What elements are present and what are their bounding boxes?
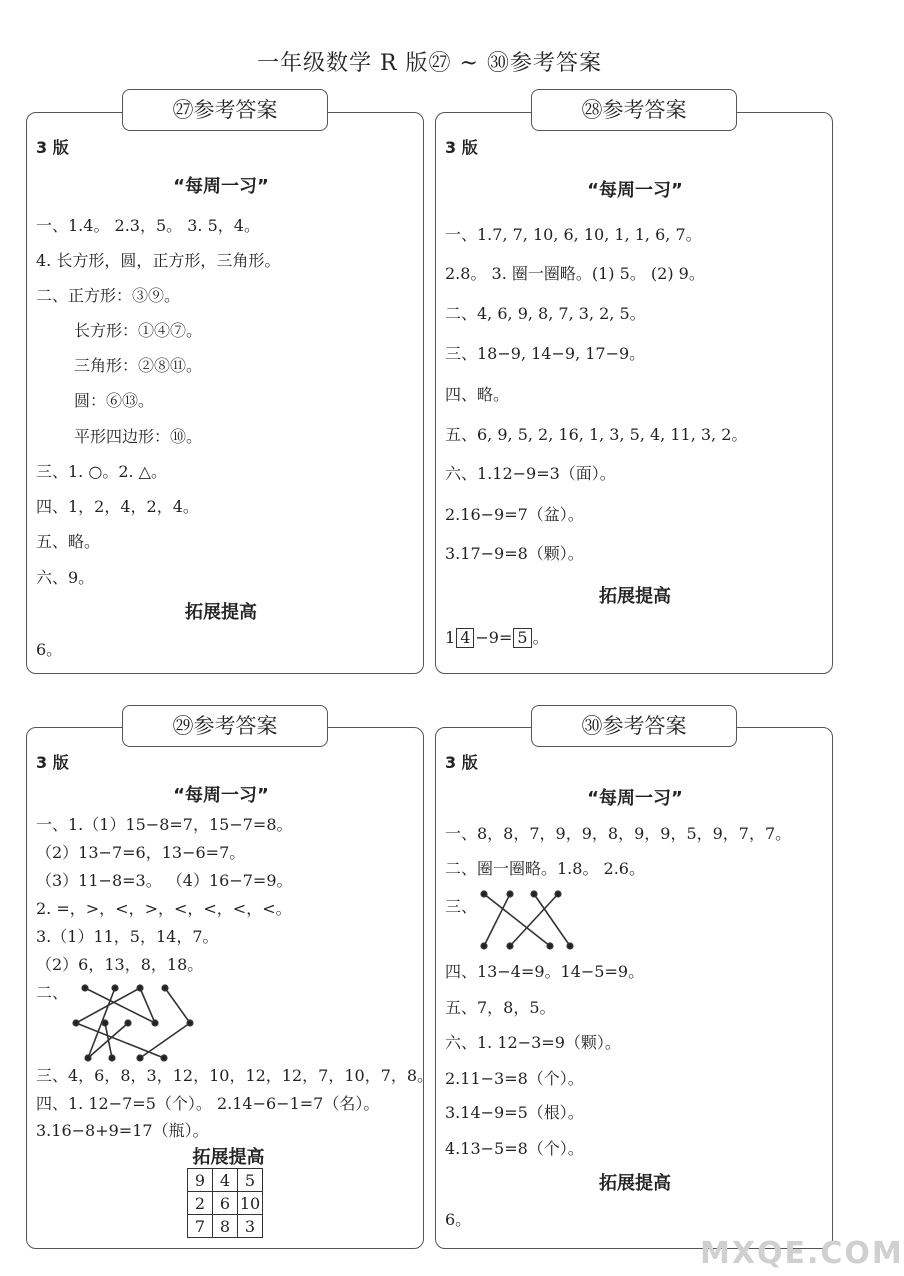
extension-title: 拓展提高 bbox=[185, 602, 257, 623]
grid-cell: 9 bbox=[188, 1169, 213, 1192]
answer-line: 四、略。 bbox=[445, 385, 510, 404]
answer-line: 3.（1）11，5，14，7。 bbox=[36, 927, 219, 946]
answer-box: 4 bbox=[456, 628, 474, 648]
cross-lines-diagram bbox=[478, 888, 578, 952]
section-subtitle: “每周一习” bbox=[173, 785, 269, 806]
page-title: 一年级数学 R 版㉗ ~ ㉚参考答案 bbox=[257, 51, 602, 76]
grid-cell: 7 bbox=[188, 1215, 213, 1238]
extension-title: 拓展提高 bbox=[192, 1147, 265, 1168]
extension-title: 拓展提高 bbox=[599, 1173, 671, 1194]
answer-line: 二、 bbox=[36, 983, 69, 1002]
grid-cell: 5 bbox=[238, 1169, 263, 1192]
edition-label: 3 版 bbox=[445, 138, 478, 157]
answer-line: 3.17−9=8（颗）。 bbox=[445, 544, 584, 563]
panel-tab-29: ㉙参考答案 bbox=[122, 705, 328, 747]
section-subtitle: “每周一习” bbox=[587, 788, 683, 809]
answer-line: 3.16−8+9=17（瓶）。 bbox=[36, 1121, 209, 1140]
answer-line: 六、9。 bbox=[36, 568, 95, 587]
grid-cell: 4 bbox=[213, 1169, 238, 1192]
answer-line: 五、7，8，5。 bbox=[445, 998, 556, 1017]
answer-line: 三、18−9, 14−9, 17−9。 bbox=[445, 344, 646, 363]
answer-line: 二、4, 6, 9, 8, 7, 3, 2, 5。 bbox=[445, 304, 646, 323]
panel-tab-30: ㉚参考答案 bbox=[531, 705, 737, 747]
answer-line: 一、1.7, 7, 10, 6, 10, 1, 1, 6, 7。 bbox=[445, 225, 702, 244]
answer-line: 二、圈一圈略。1.8。 2.6。 bbox=[445, 859, 645, 878]
grid-cell: 10 bbox=[238, 1192, 263, 1215]
answer-line: （2）6，13，8，18。 bbox=[36, 955, 204, 974]
grid-cell: 8 bbox=[213, 1215, 238, 1238]
extension-suffix: 。 bbox=[532, 628, 549, 647]
magic-square-grid bbox=[187, 1168, 263, 1238]
grid-cell: 2 bbox=[188, 1192, 213, 1215]
extension-answer: 6。 bbox=[36, 640, 63, 659]
edition-label: 3 版 bbox=[36, 138, 69, 157]
answer-line: 一、1.（1）15−8=7，15−7=8。 bbox=[36, 815, 293, 834]
answer-line: 4.13−5=8（个）。 bbox=[445, 1139, 584, 1158]
answer-line: 四、13−4=9。14−5=9。 bbox=[445, 962, 645, 981]
answer-line: 三、 bbox=[445, 897, 478, 916]
answer-line: （2）13−7=6，13−6=7。 bbox=[36, 843, 246, 862]
answer-line: 六、1. 12−3=9（颗）。 bbox=[445, 1033, 621, 1052]
extension-mid: −9= bbox=[475, 628, 513, 647]
answer-line: 六、1.12−9=3（面）。 bbox=[445, 464, 616, 483]
edition-label: 3 版 bbox=[445, 753, 478, 772]
panel-tab-27: ㉗参考答案 bbox=[122, 89, 328, 131]
answer-line: 长方形：①④⑦。 bbox=[74, 321, 203, 340]
answer-line: 圆：⑥⑬。 bbox=[74, 391, 155, 410]
answer-line: 二、正方形：③⑨。 bbox=[36, 286, 181, 305]
edition-label: 3 版 bbox=[36, 753, 69, 772]
answer-line: 五、略。 bbox=[36, 532, 101, 551]
answer-line: 3.14−9=5（根）。 bbox=[445, 1103, 584, 1122]
answer-line: 四、1，2，4，2，4。 bbox=[36, 497, 199, 516]
answer-line: 三角形：②⑧⑪。 bbox=[74, 356, 203, 375]
answer-line: 2.16−9=7（盆）。 bbox=[445, 505, 584, 524]
extension-prefix: 1 bbox=[445, 628, 456, 647]
watermark: MXQE.COM bbox=[700, 1236, 904, 1271]
answer-line: 四、1. 12−7=5（个）。 2.14−6−1=7（名）。 bbox=[36, 1094, 380, 1113]
answer-line: 一、8，8，7，9，9，8，9，9，5，9，7，7。 bbox=[445, 824, 792, 843]
extension-title: 拓展提高 bbox=[599, 586, 671, 607]
answer-line: 2.11−3=8（个）。 bbox=[445, 1069, 584, 1088]
grid-cell: 3 bbox=[238, 1215, 263, 1238]
answer-line: 4. 长方形，圆，正方形，三角形。 bbox=[36, 251, 281, 270]
grid-cell: 6 bbox=[213, 1192, 238, 1215]
section-subtitle: “每周一习” bbox=[173, 176, 269, 197]
answer-line: 2.8。 3. 圈一圈略。(1) 5。 (2) 9。 bbox=[445, 264, 705, 283]
answer-line: 三、4，6，8，3，12，10，12，12，7，10，7，8。 bbox=[36, 1066, 434, 1085]
panel-tab-28: ㉘参考答案 bbox=[531, 89, 737, 131]
answer-line: 一、1.4。 2.3，5。 3. 5，4。 bbox=[36, 216, 260, 235]
matching-lines-diagram bbox=[60, 978, 200, 1068]
extension-answer: 6。 bbox=[445, 1210, 472, 1229]
answer-line: 平形四边形：⑩。 bbox=[74, 427, 203, 446]
answer-line: （3）11−8=3。 （4）16−7=9。 bbox=[36, 871, 293, 890]
answer-box: 5 bbox=[513, 628, 531, 648]
answer-line: 2. =，>，<，>，<，<，<，<。 bbox=[36, 899, 292, 918]
answer-line: 五、6, 9, 5, 2, 16, 1, 3, 5, 4, 11, 3, 2。 bbox=[445, 425, 748, 444]
extension-answer bbox=[445, 628, 549, 648]
answer-line: 三、1. ○。2. △。 bbox=[36, 462, 167, 481]
section-subtitle: “每周一习” bbox=[587, 180, 683, 201]
